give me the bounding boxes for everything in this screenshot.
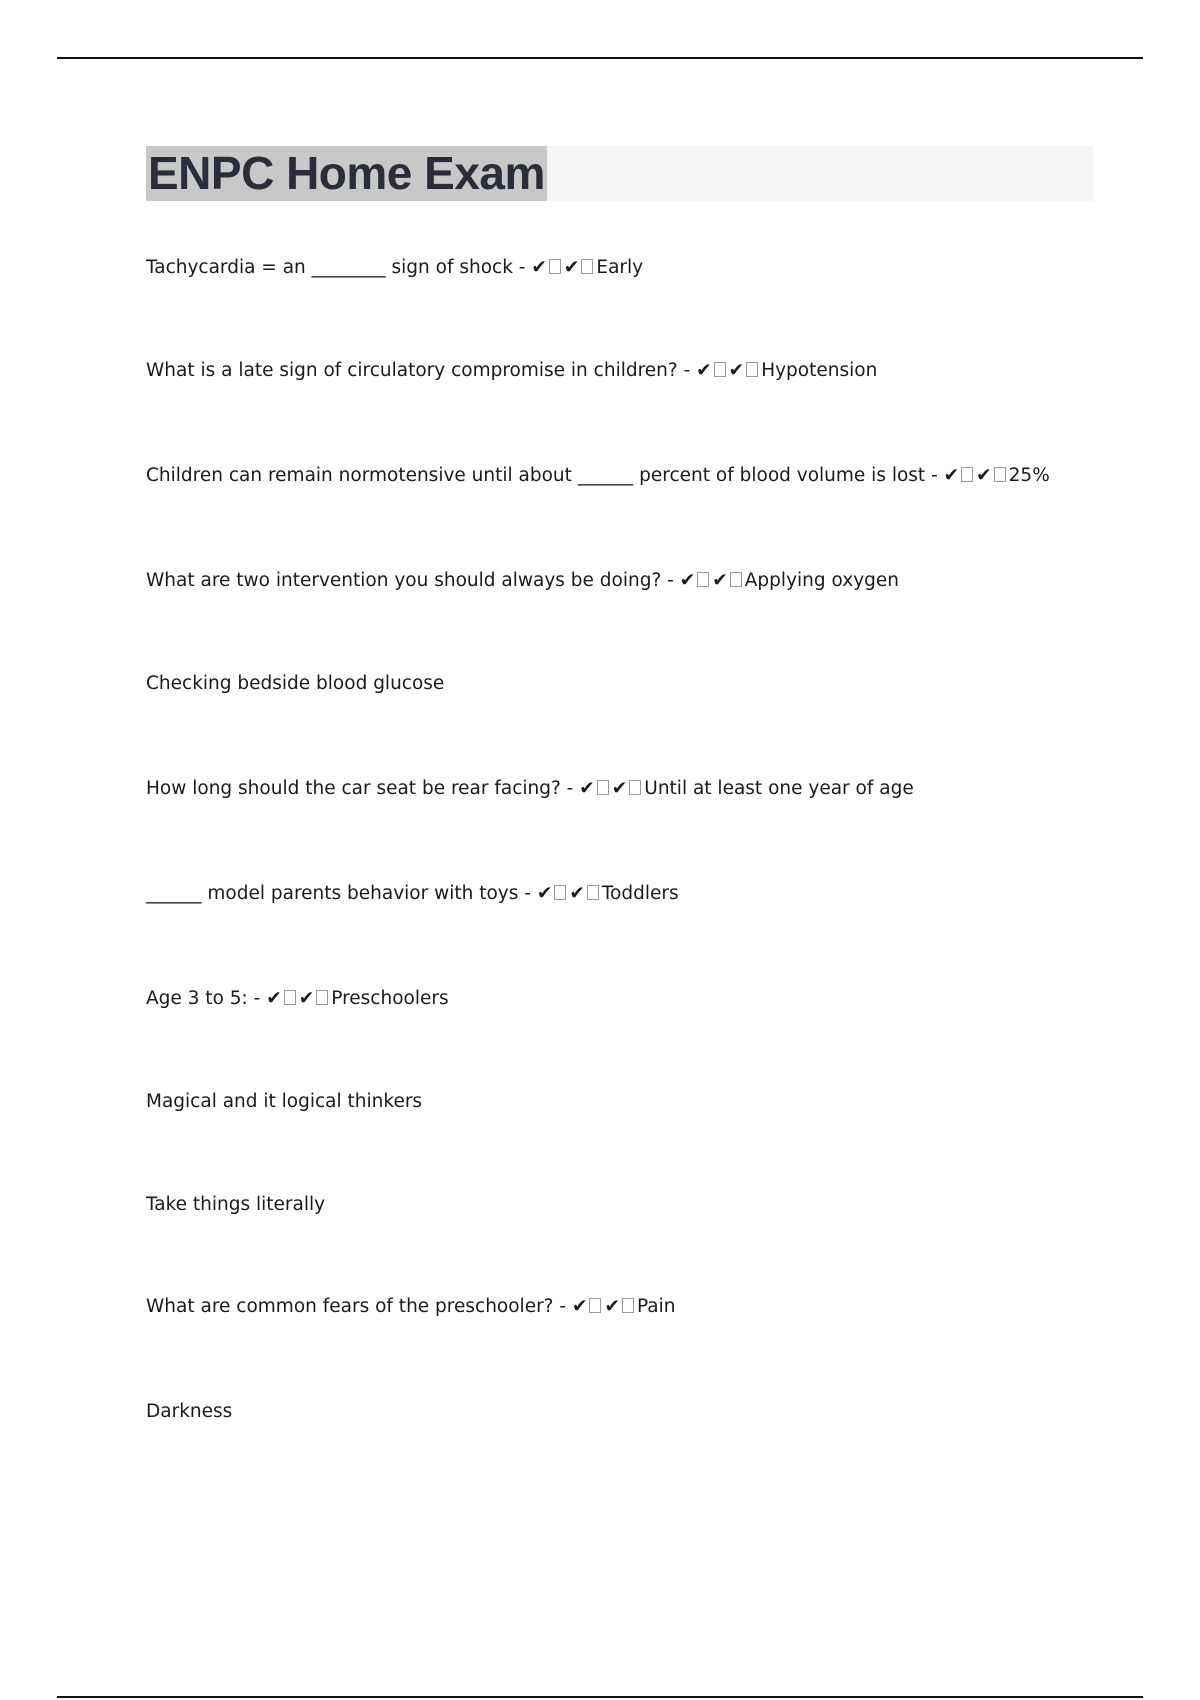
qa-line-5: [146, 777, 914, 801]
check-icon: ✔: [563, 257, 580, 278]
box-icon: [284, 990, 296, 1005]
check-icon: ✔: [728, 360, 745, 381]
check-icon: ✔: [536, 883, 553, 904]
check-icon: ✔: [604, 1296, 620, 1317]
box-icon: [597, 780, 609, 795]
check-icon: ✔: [943, 465, 960, 486]
question-text: What are two intervention you should always be doing? -: [146, 570, 680, 591]
box-icon: [589, 1298, 601, 1313]
box-icon: [629, 780, 641, 795]
box-icon: [994, 467, 1006, 482]
question-text: Tachycardia = an ________ sign of shock -: [146, 257, 532, 278]
check-icon: ✔: [571, 1296, 588, 1317]
box-icon: [554, 885, 566, 900]
box-icon: [714, 362, 726, 377]
answer-text: Toddlers: [601, 883, 679, 904]
qa-line-8: [146, 1295, 676, 1319]
footer-rule: [57, 1696, 1143, 1698]
answer-text: 25%: [1008, 465, 1050, 486]
check-icon: ✔: [579, 778, 595, 799]
check-icon: ✔: [531, 257, 547, 278]
document-title: ENPC Home Exam: [148, 147, 545, 199]
answer-continuation-2: [146, 1090, 422, 1114]
answer-text: Darkness: [146, 1401, 233, 1422]
answer-text: Applying oxygen: [744, 570, 899, 591]
question-text: Age 3 to 5: -: [146, 988, 267, 1009]
box-icon: [316, 990, 328, 1005]
qa-line-3: [146, 464, 1050, 488]
check-icon: ✔: [976, 465, 992, 486]
answer-continuation-4: [146, 1400, 232, 1424]
box-icon: [697, 572, 709, 587]
box-icon: [622, 1298, 634, 1313]
answer-continuation-1: [146, 672, 444, 696]
check-icon: ✔: [569, 883, 585, 904]
qa-line-1: [146, 256, 643, 280]
box-icon: [587, 885, 599, 900]
question-text: Children can remain normotensive until about ______ percent of blood volume is lost -: [146, 465, 944, 486]
check-icon: ✔: [712, 570, 728, 591]
check-icon: ✔: [298, 988, 315, 1009]
check-icon: ✔: [611, 778, 628, 799]
check-icon: ✔: [266, 988, 282, 1009]
header-rule: [57, 57, 1143, 59]
answer-text: Magical and it logical thinkers: [146, 1091, 423, 1112]
answer-text: Early: [596, 257, 644, 278]
qa-line-6: [146, 882, 679, 906]
answer-continuation-3: [146, 1193, 325, 1217]
box-icon: [549, 259, 561, 274]
answer-text: Hypotension: [761, 360, 878, 381]
question-text: How long should the car seat be rear facing? -: [146, 778, 580, 799]
box-icon: [961, 467, 973, 482]
qa-line-7: [146, 987, 449, 1011]
question-text: ______ model parents behavior with toys -: [146, 883, 537, 904]
answer-text: Pain: [636, 1296, 676, 1317]
box-icon: [581, 259, 593, 274]
qa-line-4: [146, 569, 899, 593]
answer-text: Until at least one year of age: [644, 778, 914, 799]
box-icon: [746, 362, 758, 377]
question-text: What is a late sign of circulatory compromise in children? -: [146, 360, 697, 381]
check-icon: ✔: [679, 570, 696, 591]
answer-text: Preschoolers: [331, 988, 449, 1009]
box-icon: [730, 572, 742, 587]
answer-text: Checking bedside blood glucose: [146, 673, 445, 694]
question-text: What are common fears of the preschooler? -: [146, 1296, 572, 1317]
check-icon: ✔: [696, 360, 712, 381]
qa-line-2: [146, 359, 877, 383]
answer-text: Take things literally: [146, 1194, 326, 1215]
